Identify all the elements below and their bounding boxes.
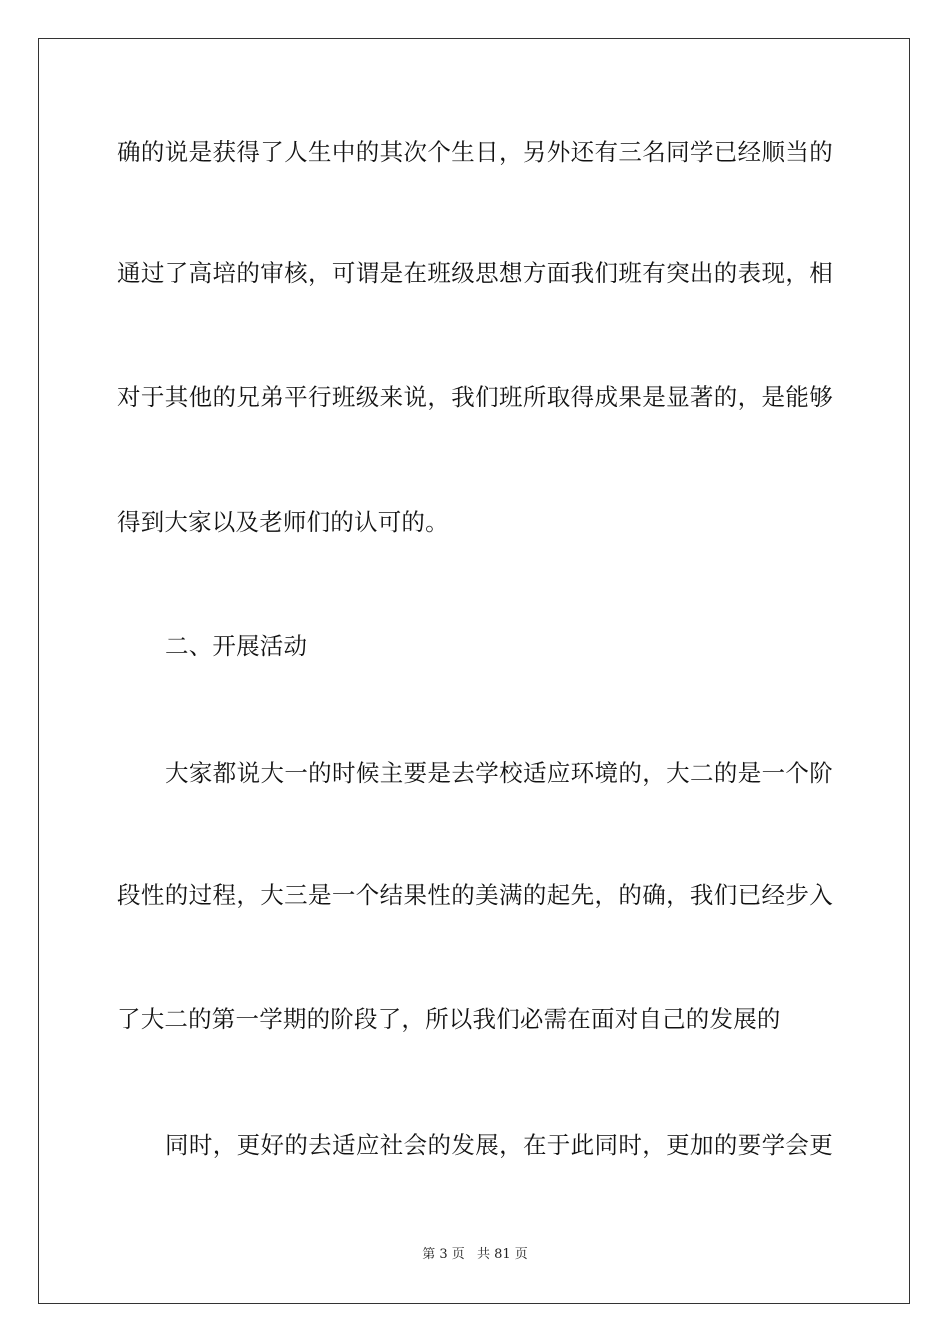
- total-pages: 共 81 页: [476, 1247, 528, 1262]
- page-border: [38, 38, 910, 1304]
- body-line-3: 对于其他的兄弟平行班级来说，我们班所取得成果是显著的，是能够: [117, 383, 833, 411]
- body-line-2: 通过了高培的审核，可谓是在班级思想方面我们班有突出的表现，相: [117, 259, 833, 287]
- page-footer: [0, 1246, 950, 1264]
- page-number: 第 3 页: [422, 1247, 465, 1262]
- body-line-7: 段性的过程，大三是一个结果性的美满的起先，的确，我们已经步入: [117, 881, 833, 909]
- body-line-4: 得到大家以及老师们的认可的。: [117, 508, 449, 536]
- body-line-6: 大家都说大一的时候主要是去学校适应环境的，大二的是一个阶: [165, 759, 833, 787]
- body-line-8: 了大二的第一学期的阶段了，所以我们必需在面对自己的发展的: [117, 1005, 781, 1033]
- section-heading: 二、开展活动: [165, 632, 308, 660]
- body-line-1: 确的说是获得了人生中的其次个生日，另外还有三名同学已经顺当的: [117, 138, 833, 166]
- body-line-9: 同时，更好的去适应社会的发展，在于此同时，更加的要学会更: [165, 1131, 833, 1159]
